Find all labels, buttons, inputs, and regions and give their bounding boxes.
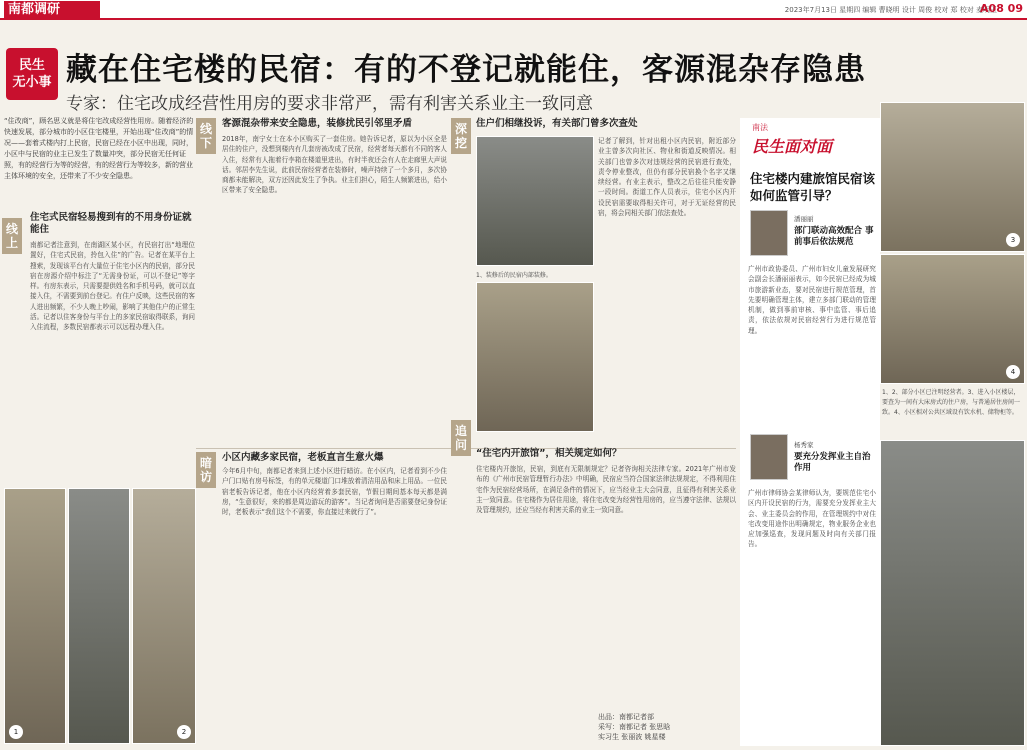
tag-secret: 暗访 xyxy=(196,452,216,488)
brand-label: 南都调研 xyxy=(4,1,100,19)
tag-offline: 线下 xyxy=(196,118,216,154)
photo-bedroom xyxy=(880,254,1025,384)
right-caption: 1、2、部分小区已注明经营者。3、进入小区楼层，要查为一间有大床房式的住户房，与普通居住房间一致。4、小区相对公共区域设有饮水机、储物柜等。 xyxy=(882,389,1021,416)
expert1-title: 部门联动高效配合 事前事后依法规范 xyxy=(794,226,874,247)
online-heading: 住宅式民宿轻易搜到有的不用身份证就能住 xyxy=(30,212,192,235)
credit-line1: 出品：南都记者部 xyxy=(598,713,654,721)
credit-line3: 实习生 张丽波 姚星楼 xyxy=(598,733,666,741)
expert1-body: 广州市政协委员、广州市妇女儿童发展研究会副会长潘丽丽表示，如今民宿已经成为城市旅游新业态，要对民宿进行规范管理，首先要明确管理主体，建立多部门联动的管理机制，做到事前审核、事中监管、事后追责，依法依规对民宿经营行为进行规范管理。 xyxy=(748,265,876,335)
photo-doorway xyxy=(4,488,66,744)
photo-number: 4 xyxy=(1006,365,1020,379)
photo-sign xyxy=(880,102,1025,252)
sub-headline: 专家：住宅改成经营性用房的要求非常严，需有利害关系业主一致同意 xyxy=(66,94,593,114)
tag-followup: 追问 xyxy=(451,420,471,456)
secret-body: 今年6月中旬，南都记者来到上述小区进行暗访。在小区内，记者看到不少住户门口贴有房号标签，有的单元楼道门口堆放着清洁用品和床上用品。一位民宿老板告诉记者，他在小区内经营着多套民宿，节假日期间基本每天都是满房，“生意很好，来的都是周边游玩的游客”。当记者询问是否需要登记身份证时，老板表示“我们这个不需要，你直接过来就行了”。 xyxy=(222,467,447,517)
photo-number: 2 xyxy=(177,725,191,739)
photo-caption: 1、装修后的民宿内部装修。 xyxy=(476,272,552,279)
online-body: 南都记者注意到，在南湖区某小区，有民宿打出“地理位置好，住宅式民宿，拎包入住”的广告。记者在某平台上搜索，发现该平台有大量位于住宅小区内的民宿，部分民宿在房源介绍中标注了“无需身份证，可以不登记”等字样。有房东表示，只需要提供姓名和手机号码，就可以直接入住，不需要到前台登记。有住户反映，这些民宿的客人进出频繁，不少人晚上吵闹，影响了其他住户的正常生活。记者以住客身份与平台上的多家民宿取得联系，询问入住流程，多数民宿都表示可以远程办理入住。 xyxy=(30,241,195,332)
badge-line1: 民生 xyxy=(18,58,45,73)
expert2-name: 杨秀家 xyxy=(794,441,814,449)
photo-facility xyxy=(880,440,1025,746)
inspect-heading: 住户们相继投诉，有关部门曾多次查处 xyxy=(476,118,638,129)
photo-number: 3 xyxy=(1006,233,1020,247)
secret-heading: 小区内藏多家民宿，老板直言生意火爆 xyxy=(222,452,384,463)
main-headline: 藏在住宅楼的民宿：有的不登记就能住，客源混杂存隐患 xyxy=(66,52,866,88)
photo-number: 1 xyxy=(9,725,23,739)
expert2-avatar xyxy=(750,434,788,480)
offline-heading: 客源混杂带来安全隐患，装修扰民引邻里矛盾 xyxy=(222,118,413,129)
followup-body: 住宅楼内开旅馆，民宿，到底有无限制规定？记者咨询相关法律专家。2021年广州市发布的《广州市民宿管理暂行办法》中明确，民宿应当符合国家法律法规规定，不得利用住宅作为民宿经营场所，在满足条件的情况下，应当经业主大会同意，且征得有利害关系业主一致同意。住宅楼作为居住用途，将住宅改变为经营性用房的，应当遵守法律、法规以及管理规约，还应当经有利害关系的业主一致同意。 xyxy=(476,465,736,515)
photo-room xyxy=(132,488,196,744)
photo-corridor xyxy=(68,488,130,744)
photo-building xyxy=(476,136,594,266)
sidebar-logo: 民生面对面 xyxy=(752,137,833,156)
column-badge xyxy=(6,48,58,100)
tag-inspect: 深挖 xyxy=(451,118,471,154)
expert1-name: 潘丽丽 xyxy=(794,215,814,223)
photo-entrance xyxy=(476,282,594,432)
badge-line2: 无小事 xyxy=(12,75,52,90)
expert2-body: 广州市律师协会某律师认为，要规范住宅小区内开设民宿的行为，需要充分发挥业主大会、业主委员会的作用，在管理规约中对住宅改变用途作出明确规定，物业服务企业也应加强巡查，发现问题及时向有关部门报告。 xyxy=(748,489,876,549)
followup-heading: “住宅内开旅馆”，相关规定如何？ xyxy=(476,448,622,459)
expert1-avatar xyxy=(750,210,788,256)
offline-body: 2018年，南宁女士在本小区购买了一套住房。她告诉记者，原以为小区全是居住的住户，没想到楼内有几套房被改成了民宿，经营者每天都有不同的客人入住，经常有人拖着行李箱在楼道里进出，有时半夜还会有人在走廊里大声说话。邻居李先生说，此前民宿经营者在装修时，噪声持续了一个多月，多次协商都未能解决，双方还因此发生了争执。业主们担心，陌生人频繁进出，给小区带来了安全隐患。 xyxy=(222,135,447,195)
expert2-title: 要充分发挥业主自治作用 xyxy=(794,452,871,473)
page-number: A08 09 xyxy=(980,2,1023,15)
inspect-body: 记者了解到，针对出租小区内民宿，附近部分业主曾多次向社区、物业和街道反映情况。相关部门也曾多次对违规经营的民宿进行查处，责令停业整改，但仍有部分民宿换个名字又继续经营。有业主表示，整改之后往往只能安静一段时间。街道工作人员表示，住宅小区内开设民宿需要取得相关许可，对于无证经营的民宿，将会同相关部门依法查处。 xyxy=(598,137,736,218)
header-info: 2023年7月13日 星期四 编辑 曹晓明 设计 周俊 校对 郑 校对 麦明玉 xyxy=(784,6,997,14)
sidebar-question: 住宅楼内建旅馆民宿该如何监管引导？ xyxy=(750,171,876,203)
sidebar-logo-small: 南法 xyxy=(752,123,768,132)
tag-online: 线上 xyxy=(2,218,22,254)
credit-line2: 采写：南都记者 张思晗 xyxy=(598,723,671,731)
lead-paragraph: “住改商”，顾名思义就是将住宅改成经营性用房。随着经济的快速发展，部分城市的小区住宅楼里，开始出现“住改商”的情况——套着式楼内打上民宿，民宿已经在小区中出现，同时，小区中与民宿的业主已发生了数量冲突，部分民宿无任何证照，有的经营行为等的经营，有的经营行为等较多，新的营业主体环境的安全，还带来了不少安全隐患。 xyxy=(4,117,194,180)
